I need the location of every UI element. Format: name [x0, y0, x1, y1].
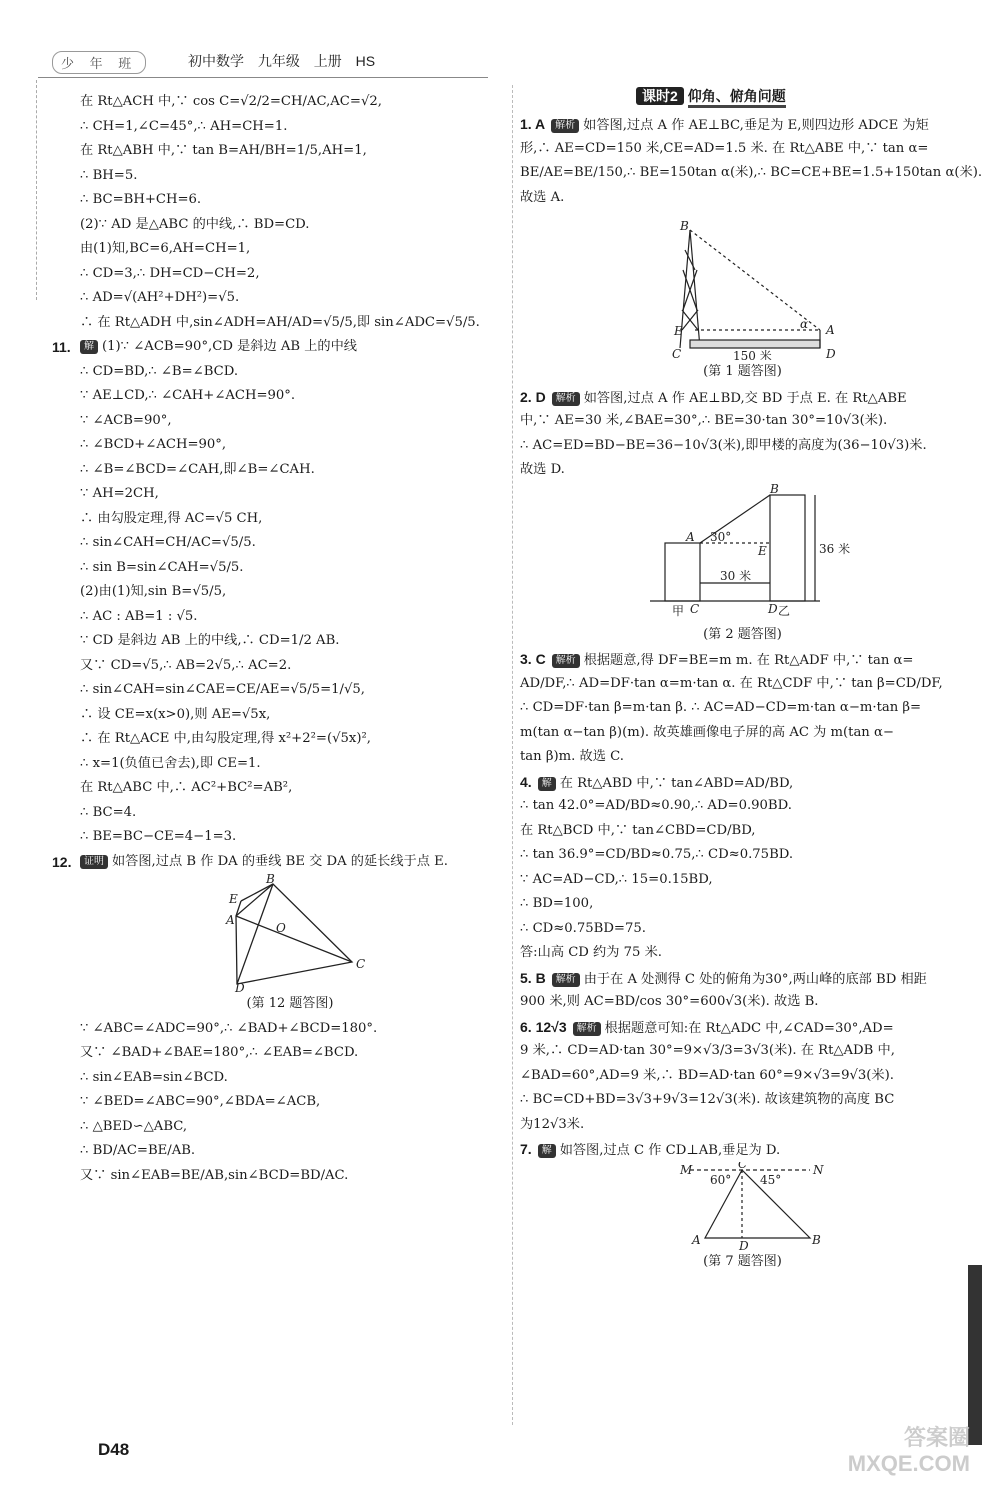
solution-line: ∵ ∠ABC=∠ADC=90°,∴ ∠BAD+∠BCD=180°. [80, 1020, 378, 1036]
height-label: 36 米 [819, 541, 851, 556]
figure-q7 [520, 1162, 965, 1250]
solution-line: ∴ ∠BCD+∠ACH=90°, [80, 437, 227, 452]
analysis-tag: 解析 [552, 392, 580, 406]
solution-line: 在 Rt△ABD 中,∵ tan∠ABD=AD/BD, [559, 775, 794, 791]
solution-line: ∴ x=1(负值已舍去),即 CE=1. [80, 755, 261, 771]
question-number: 12. [52, 853, 72, 870]
solution-line: ∵ AE⊥CD,∴ ∠CAH+∠ACH=90°. [80, 388, 296, 403]
solution-line: ∠BAD=60°,AD=9 米,∴ BD=AD·tan 60°=9×√3=9√3(米). [520, 1067, 894, 1083]
section-title [636, 86, 786, 106]
svg-text:D: D [739, 1238, 749, 1250]
proof-tag: 证明 [80, 855, 108, 869]
solution-line: ∴ BH=5. [80, 167, 138, 183]
figure-q12 [80, 874, 500, 992]
watermark-url: MXQE.COM [847, 1451, 970, 1476]
solution-line: ∴ CD≈0.75BD=75. [520, 920, 646, 936]
page-edge-shadow [968, 1265, 982, 1445]
svg-text:N: N [813, 1162, 824, 1177]
solution-line: ∴ BC=4. [80, 804, 137, 820]
solution-tag: 解 [538, 1144, 556, 1158]
svg-text:D: D [235, 981, 245, 992]
svg-text:α: α [800, 317, 809, 331]
margin-decoration [36, 80, 37, 300]
solution-line: ∴ 由勾股定理,得 AC=√5 CH, [80, 510, 263, 526]
svg-text:B: B [266, 874, 275, 886]
svg-text:C: C [690, 601, 700, 616]
solution-line: ∴ sin∠EAB=sin∠BCD. [80, 1069, 228, 1085]
solution-line: 根据题意可知:在 Rt△ADC 中,∠CAD=30°,AD= [604, 1020, 894, 1036]
solution-line: (1)∵ ∠ACB=90°,CD 是斜边 AB 上的中线 [102, 339, 357, 354]
solution-line: 在 Rt△ACH 中,∵ cos C=√2/2=CH/AC,AC=√2, [80, 94, 382, 109]
solution-line: ∴ sin∠CAH=CH/AC=√5/5. [80, 535, 256, 550]
solution-line: ∴ BD=100, [520, 896, 594, 911]
analysis-tag: 解析 [552, 973, 580, 987]
angle-45-label: 45° [760, 1172, 782, 1187]
svg-text:O: O [276, 921, 286, 935]
question-2 [520, 385, 965, 648]
solution-line: ∴ BD/AC=BE/AB. [80, 1143, 196, 1158]
right-column [520, 112, 983, 1274]
question-12 [52, 850, 500, 1189]
solution-line: ∴ tan 36.9°=CD/BD≈0.75,∴ CD≈0.75BD. [520, 847, 794, 862]
question-number: 2. D [520, 388, 546, 405]
analysis-tag: 解析 [573, 1022, 601, 1036]
angle-label: 30° [710, 529, 732, 544]
solution-line: ∴ CD=3,∴ DH=CD−CH=2, [80, 265, 260, 281]
figure-q1-tower [520, 210, 965, 360]
solution-line: 答:山高 CD 约为 75 米. [520, 945, 662, 960]
solution-line: ∴ tan 42.0°=AD/BD≈0.90,∴ AD=0.90BD. [520, 798, 792, 813]
figure-q2-buildings [520, 483, 965, 623]
solution-line: ∵ AH=2CH, [80, 486, 159, 501]
solution-line: AD/DF,∴ AD=DF·tan α=m·tan α. 在 Rt△CDF 中,∵ tan β=CD/DF, [520, 675, 943, 691]
solution-line: 900 米,则 AC=BD/cos 30°=600√3(米). 故选 B. [520, 994, 819, 1009]
solution-tag: 解 [538, 777, 556, 791]
svg-text:B: B [770, 482, 779, 496]
solution-line: ∴ CH=1,∠C=45°,∴ AH=CH=1. [80, 118, 288, 134]
svg-text:M: M [680, 1162, 693, 1177]
solution-line: 故选 D. [520, 462, 565, 477]
svg-text:C: C [672, 347, 682, 360]
svg-text:E: E [229, 892, 238, 906]
question-4 [520, 770, 965, 966]
question-number: 11. [52, 339, 71, 355]
question-number: 4. [520, 773, 532, 790]
solution-line: 在 Rt△ABC 中,∴ AC²+BC²=AB², [80, 780, 293, 795]
solution-line: 由(1)知,BC=6,AH=CH=1, [80, 241, 251, 256]
book-info: 初中数学 九年级 上册 HS [188, 53, 376, 69]
solution-line: 又∵ ∠BAD+∠BAE=180°,∴ ∠EAB=∠BCD. [80, 1045, 359, 1060]
solution-line: ∴ 设 CE=x(x>0),则 AE=√5x, [80, 706, 271, 722]
solution-line: ∵ AC=AD−CD,∴ 15=0.15BD, [520, 871, 713, 887]
solution-line: 故选 A. [520, 189, 565, 205]
left-column [52, 90, 500, 1188]
solution-line: ∴ △BED∽△ABC, [80, 1118, 188, 1134]
question-number: 7. [520, 1141, 532, 1157]
solution-line: ∴ AD=√(AH²+DH²)=√5. [80, 290, 240, 305]
solution-line: ∴ BE=BC−CE=4−1=3. [80, 829, 237, 844]
building-yi-label: 乙 [778, 603, 791, 618]
solution-line: 9 米,∴ CD=AD·tan 30°=9×√3/3=3√3(米). 在 Rt△ADB 中, [520, 1043, 895, 1058]
svg-text:A: A [686, 529, 695, 544]
column-divider [512, 85, 513, 1425]
solution-line: 如答图,过点 B 作 DA 的垂线 BE 交 DA 的延长线于点 E. [112, 853, 448, 869]
question-number: 1. A [520, 116, 546, 132]
triangle-diagram [520, 1162, 960, 1250]
buildings-diagram [520, 483, 960, 623]
solution-line: ∴ sin B=sin∠CAH=√5/5. [80, 559, 244, 575]
figure-caption: (第 7 题答图) [703, 1253, 782, 1269]
solution-line: ∴ CD=DF·tan β=m·tan β. ∴ AC=AD−CD=m·tan α−m·tan β= [520, 700, 922, 715]
header-rule [38, 77, 488, 78]
svg-text:B: B [680, 219, 689, 233]
svg-text:A: A [692, 1232, 701, 1247]
svg-text:A: A [826, 323, 835, 337]
solution-line: 又∵ sin∠EAB=BE/AB,sin∠BCD=BD/AC. [80, 1167, 349, 1183]
figure-caption: (第 12 题答图) [246, 996, 334, 1011]
question-number: 3. C [520, 651, 546, 667]
question-11 [52, 335, 500, 850]
solution-tag: 解 [80, 340, 98, 354]
figure-caption: (第 2 题答图) [703, 626, 782, 642]
watermark [848, 1425, 970, 1477]
solution-line: ∴ BC=CD+BD=3√3+9√3=12√3(米). 故该建筑物的高度 BC [520, 1092, 895, 1107]
svg-text:A: A [226, 913, 235, 927]
solution-line: ∴ AC=ED=BD−BE=36−10√3(米),即甲楼的高度为(36−10√3)米. [520, 437, 927, 453]
tower-diagram [520, 210, 960, 360]
svg-text:B: B [812, 1232, 821, 1247]
distance-label: 150 米 [733, 349, 772, 360]
svg-text:E: E [758, 543, 767, 558]
solution-line: 根据题意,得 DF=BE=m m. 在 Rt△ADF 中,∵ tan α= [583, 653, 914, 668]
solution-line: ∴ CD=BD,∴ ∠B=∠BCD. [80, 363, 239, 379]
solution-line: 在 Rt△ABH 中,∵ tan B=AH/BH=1/5,AH=1, [80, 143, 367, 158]
angle-60-label: 60° [710, 1172, 732, 1187]
solution-line: 又∵ CD=√5,∴ AB=2√5,∴ AC=2. [80, 657, 292, 673]
question-3 [520, 647, 965, 770]
solution-line: tan β)m. 故选 C. [520, 749, 624, 764]
section-heading: 仰角、俯角问题 [688, 88, 786, 108]
solution-line: 中,∵ AE=30 米,∠BAE=30°,∴ BE=30·tan 30°=10√3(米). [520, 413, 888, 428]
solution-line: ∴ BC=BH+CH=6. [80, 192, 202, 207]
distance-label: 30 米 [720, 568, 752, 583]
svg-text:D: D [768, 601, 778, 616]
solution-line: ∵ ∠ACB=90°, [80, 412, 172, 428]
solution-line: 在 Rt△BCD 中,∵ tan∠CBD=CD/BD, [520, 822, 756, 838]
question-number: 5. B [520, 969, 546, 986]
solution-line: ∴ 在 Rt△ADH 中,sin∠ADH=AH/AD=√5/5,即 sin∠ADC=√5/5. [80, 314, 480, 330]
solution-line: ∵ ∠BED=∠ABC=90°,∠BDA=∠ACB, [80, 1094, 321, 1109]
solution-line: ∴ AC : AB=1 : √5. [80, 608, 198, 624]
solution-line: ∴ 在 Rt△ACE 中,由勾股定理,得 x²+2²=(√5x)², [80, 731, 371, 746]
page-header [40, 45, 560, 75]
question-5 [520, 966, 965, 1015]
building-jia-label: 甲 [672, 603, 685, 618]
solution-line: 为12√3米. [520, 1116, 585, 1132]
quadrilateral-diagram [80, 874, 500, 992]
page-number: D48 [98, 1440, 130, 1459]
solution-line: m(tan α−tan β)(m). 故英雄画像电子屏的高 AC 为 m(tan α− [520, 724, 894, 740]
question-6 [520, 1015, 965, 1138]
question-1 [520, 112, 983, 385]
question-number: 6. 12√3 [520, 1018, 567, 1035]
series-logo: 少 年 班 [52, 51, 146, 74]
solution-line: 如答图,过点 A 作 AE⊥BC,垂足为 E,则四边形 ADCE 为矩 [583, 118, 929, 133]
solution-line: ∴ ∠B=∠BCD=∠CAH,即∠B=∠CAH. [80, 461, 315, 477]
svg-text:C: C [356, 957, 366, 971]
svg-text:E: E [674, 324, 683, 338]
question-7 [520, 1137, 965, 1274]
figure-caption: (第 1 题答图) [703, 364, 782, 379]
watermark-title: 答案圈 [903, 1425, 970, 1450]
solution-line: ∵ CD 是斜边 AB 上的中线,∴ CD=1/2 AB. [80, 633, 340, 648]
solution-line: (2)由(1)知,sin B=√5/5, [80, 584, 227, 599]
solution-line: 如答图,过点 A 作 AE⊥BD,交 BD 于点 E. 在 Rt△ABE [583, 390, 907, 406]
solution-line: (2)∵ AD 是△ABC 的中线,∴ BD=CD. [80, 216, 310, 232]
solution-line: 形,∴ AE=CD=150 米,CE=AD=1.5 米. 在 Rt△ABE 中,∵ tan α= [520, 140, 929, 156]
analysis-tag: 解析 [552, 654, 580, 668]
svg-text:C: C [738, 1161, 748, 1171]
svg-text:D: D [826, 347, 836, 360]
solution-line: ∴ sin∠CAH=sin∠CAE=CE/AE=√5/5=1/√5, [80, 682, 365, 697]
solution-line: 如答图,过点 C 作 CD⊥AB,垂足为 D. [559, 1143, 781, 1158]
section-badge: 课时2 [636, 87, 684, 105]
solution-line: BE/AE=BE/150,∴ BE=150tan α(米),∴ BC=CE+BE=1.5+150tan α(米). [520, 165, 983, 180]
analysis-tag: 解析 [551, 119, 579, 133]
solution-line: 由于在 A 处测得 C 处的俯角为30°,两山峰的底部 BD 相距 [583, 971, 927, 987]
